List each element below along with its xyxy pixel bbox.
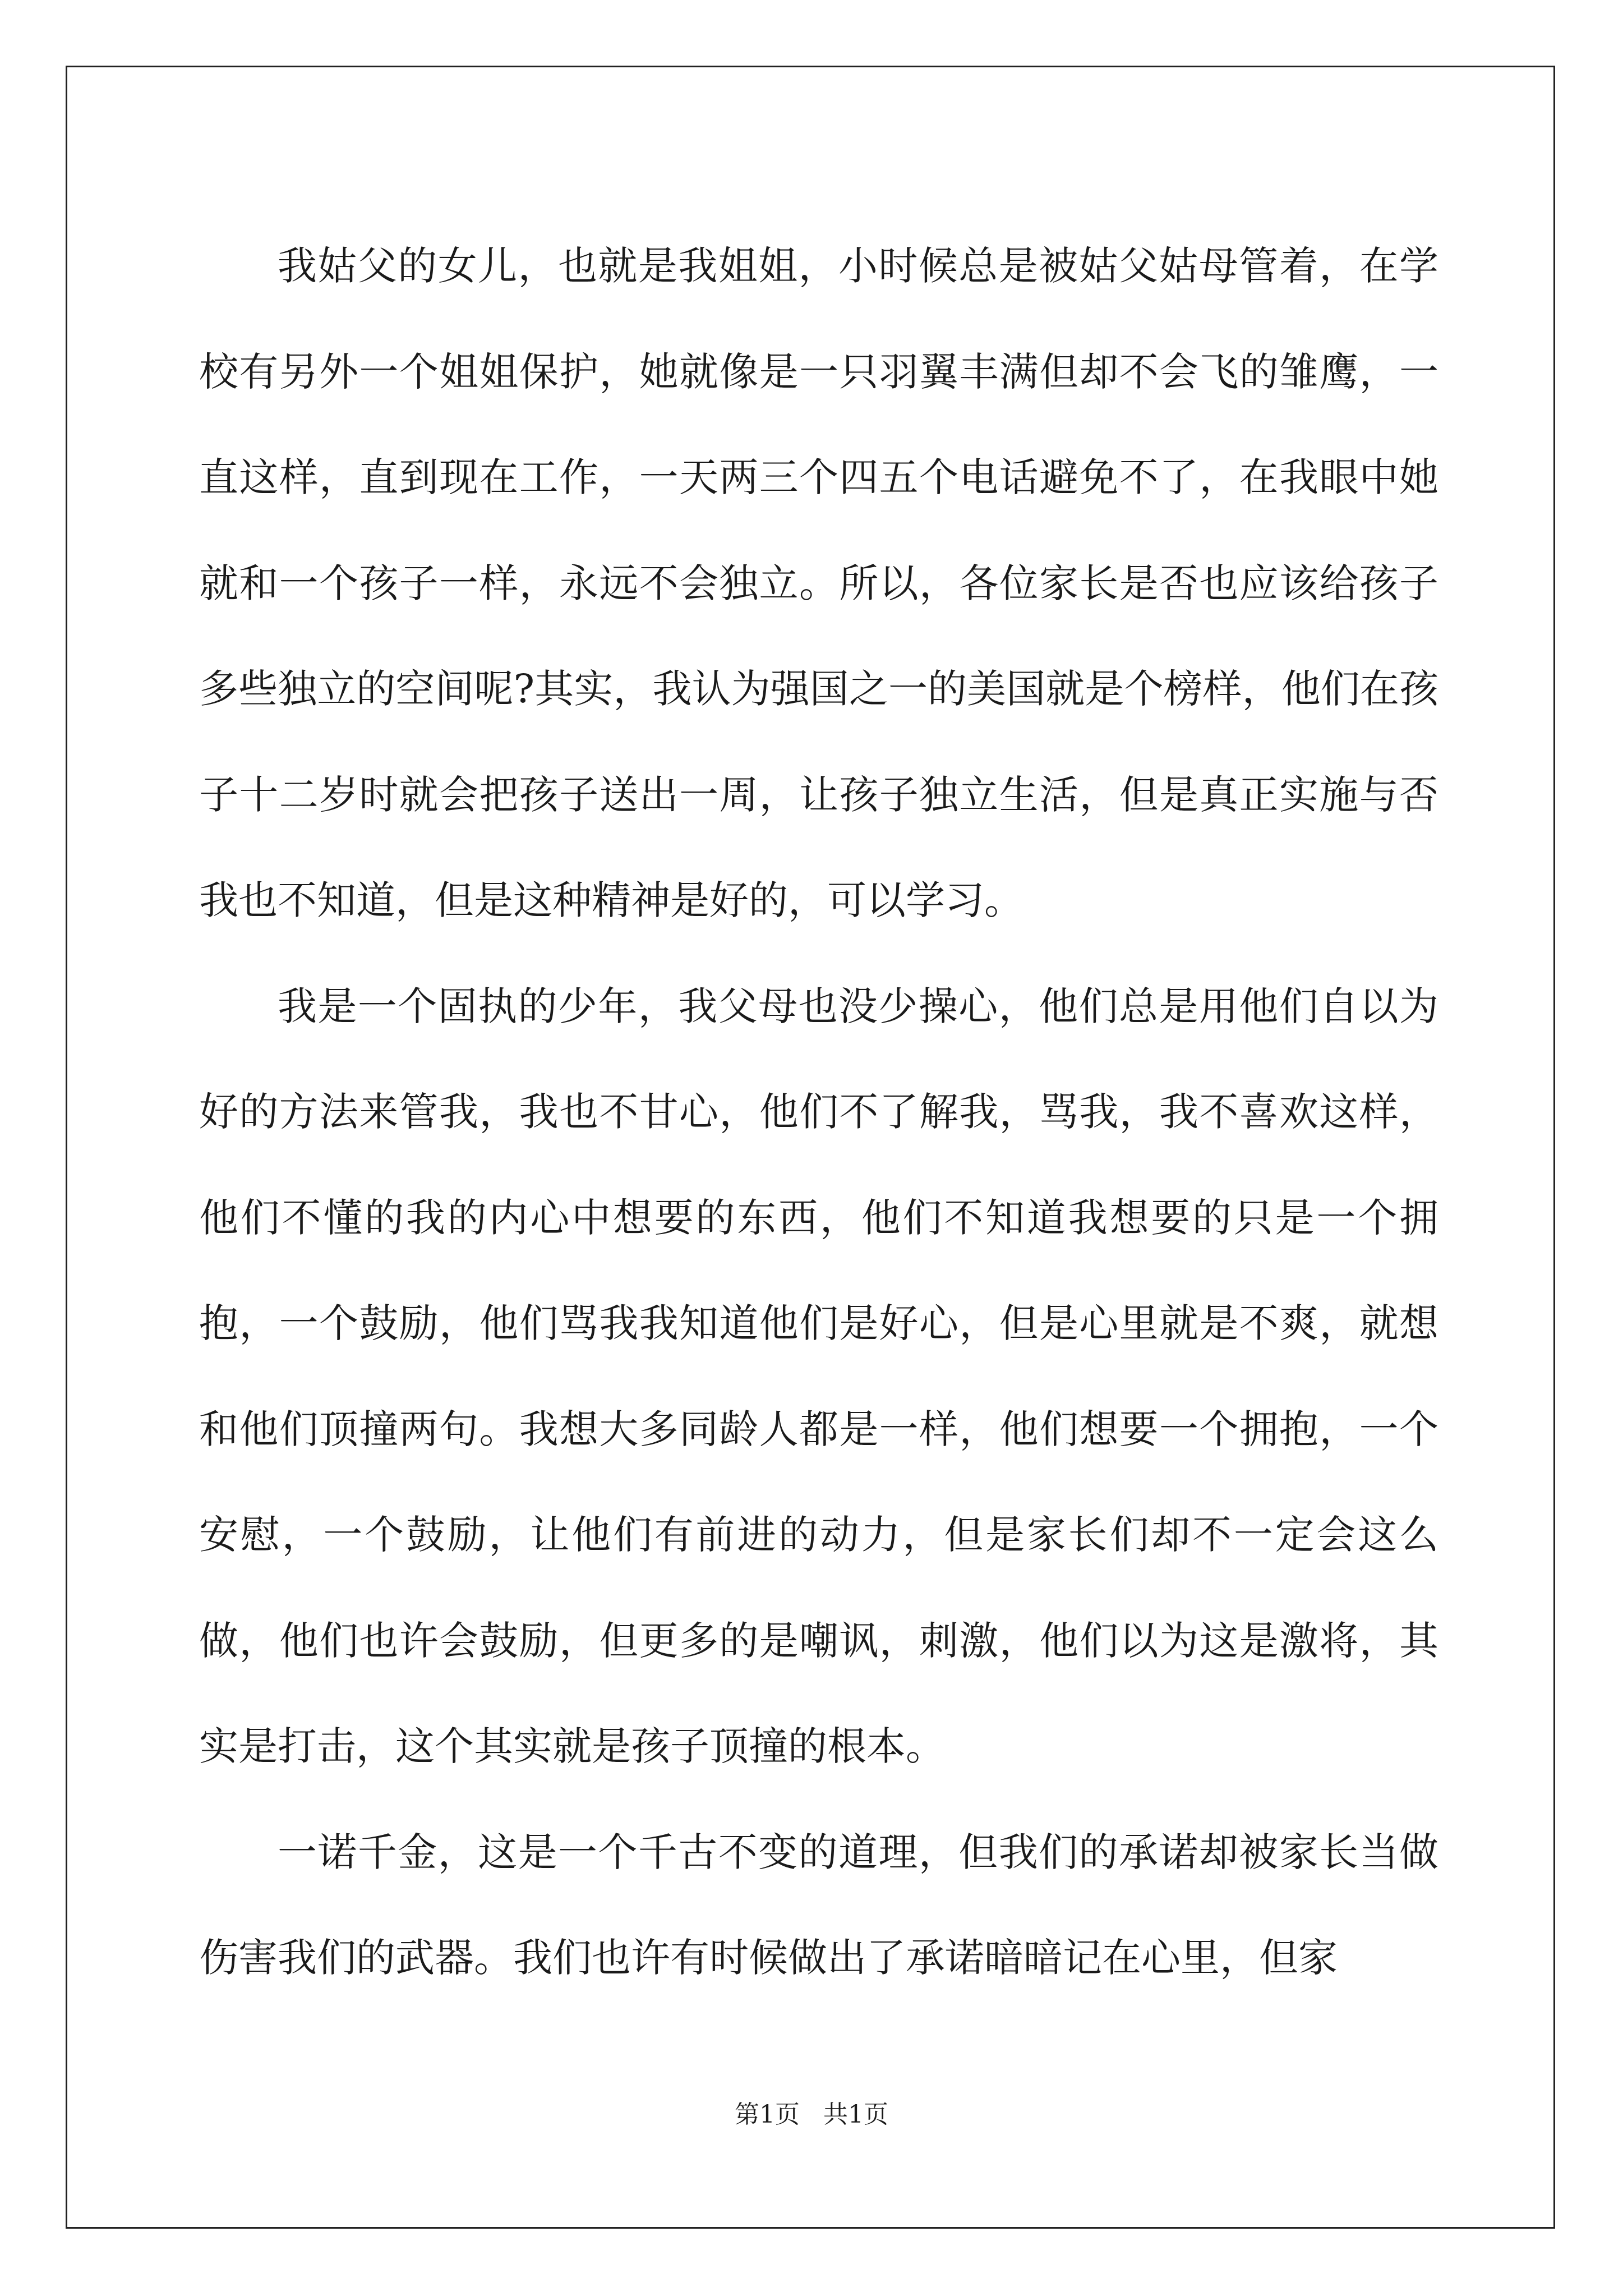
paragraph-3: 一诺千金，这是一个千古不变的道理，但我们的承诺却被家长当做伤害我们的武器。我们也许有时候做出了承诺暗暗记在心里，但家 bbox=[199, 1829, 1438, 1981]
paragraph-1: 我姑父的女儿，也就是我姐姐，小时候总是被姑父姑母管着，在学校有另外一个姐姐保护，她就像是一只羽翼丰满但却不会飞的雏鹰，一直这样，直到现在工作，一天两三个四五个电话避免不了，在我眼中她就和一个孩子一样，永远不会独立。所以，各位家长是否也应该给孩子多些独立的空间呢?其实，我认为强国之一的美国就是个榜样，他们在孩子十二岁时就会把孩子送出一周，让孩子独立生活，但是真正实施与否我也不知道，但是这种精神是好的，可以学习。 bbox=[199, 243, 1438, 923]
document-body bbox=[199, 213, 1438, 2011]
paragraph-2: 我是一个固执的少年，我父母也没少操心，他们总是用他们自以为好的方法来管我，我也不甘心，他们不了解我，骂我，我不喜欢这样，他们不懂的我的内心中想要的东西，他们不知道我想要的只是一个拥抱，一个鼓励，他们骂我我知道他们是好心，但是心里就是不爽，就想和他们顶撞两句。我想大多同龄人都是一样，他们想要一个拥抱，一个安慰，一个鼓励，让他们有前进的动力，但是家长们却不一定会这么做，他们也许会鼓励，但更多的是嘲讽，刺激，他们以为这是激将，其实是打击，这个其实就是孩子顶撞的根本。 bbox=[199, 983, 1438, 1769]
page-footer: 第1页 共1页 bbox=[735, 2100, 888, 2129]
